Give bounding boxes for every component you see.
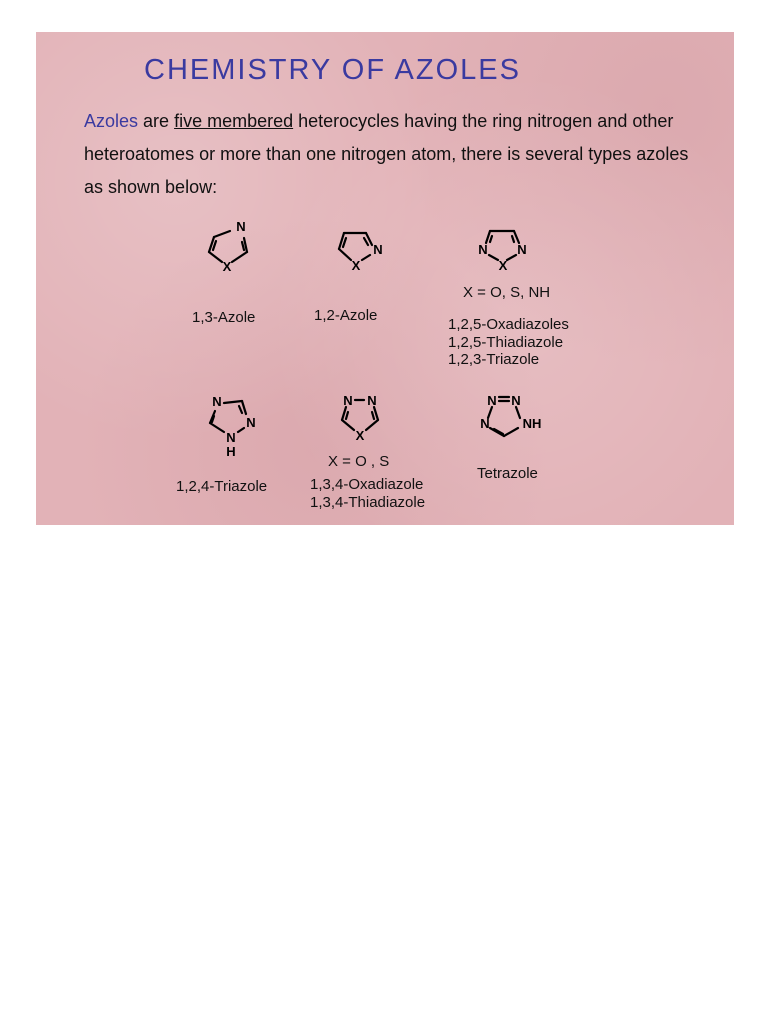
intro-paragraph [84,105,704,204]
atom-n-label: N [511,393,521,408]
atom-nh-label: NH [522,416,542,431]
atom-n-label: N [517,242,527,257]
structure-1-2-5-azole [476,219,536,274]
caption-1-2-azole: 1,2-Azole [314,307,378,324]
atom-n-label: N [212,394,222,409]
caption-1-2-4-triazole: 1,2,4-Triazole [176,478,268,495]
atom-n-label: N [373,242,383,257]
caption-oxadiazoles-125: 1,2,5-Oxadiazoles [448,316,569,333]
caption-x-note-1: X = O, S, NH [463,284,551,301]
caption-1-3-4-azoles [310,476,425,511]
azoles-term: Azoles [84,111,139,131]
atom-n-label: N [246,415,256,430]
atom-h-label: H [226,444,236,459]
atom-n-label: N [480,416,490,431]
structure-1-3-4-azole [336,390,396,450]
atom-n-label: N [367,393,377,408]
slide-title: CHEMISTRY OF AZOLES [144,54,521,86]
caption-triazole-123: 1,2,3-Triazole [448,351,540,368]
caption-tetrazole: Tetrazole [477,465,538,482]
intro-text-1: are [138,111,175,131]
atom-n-label: N [343,393,353,408]
structure-1-3-azole [204,219,264,274]
caption-thiadiazole-125: 1,2,5-Thiadiazole [448,333,564,351]
atom-n-label: N [236,219,246,234]
caption-1-3-azole: 1,3-Azole [192,309,256,326]
atom-n-label: N [487,393,497,408]
caption-1-2-5-azoles [448,316,569,369]
structure-1-2-4-triazole [204,390,264,460]
five-membered-term: five membered [174,111,294,131]
atom-n-label: N [226,430,236,445]
caption-thiadiazole-134: 1,3,4-Thiadiazole [310,493,426,511]
atom-n-label: N [478,242,488,257]
caption-oxadiazole-134: 1,3,4-Oxadiazole [310,476,424,493]
intro-text-2: heterocycles having the ring nitrogen and other heteroatomes or more than one nitrogen atom, there is several types azoles as shown below: [84,111,689,197]
caption-x-note-2: X = O , S [328,453,390,470]
structure-1-2-azole [334,219,394,274]
atom-x-label: X [222,259,232,274]
atom-x-label: X [498,258,508,273]
atom-x-label: X [351,258,361,273]
atom-x-label: X [355,428,365,443]
slide [36,32,734,525]
structure-tetrazole [480,390,556,445]
